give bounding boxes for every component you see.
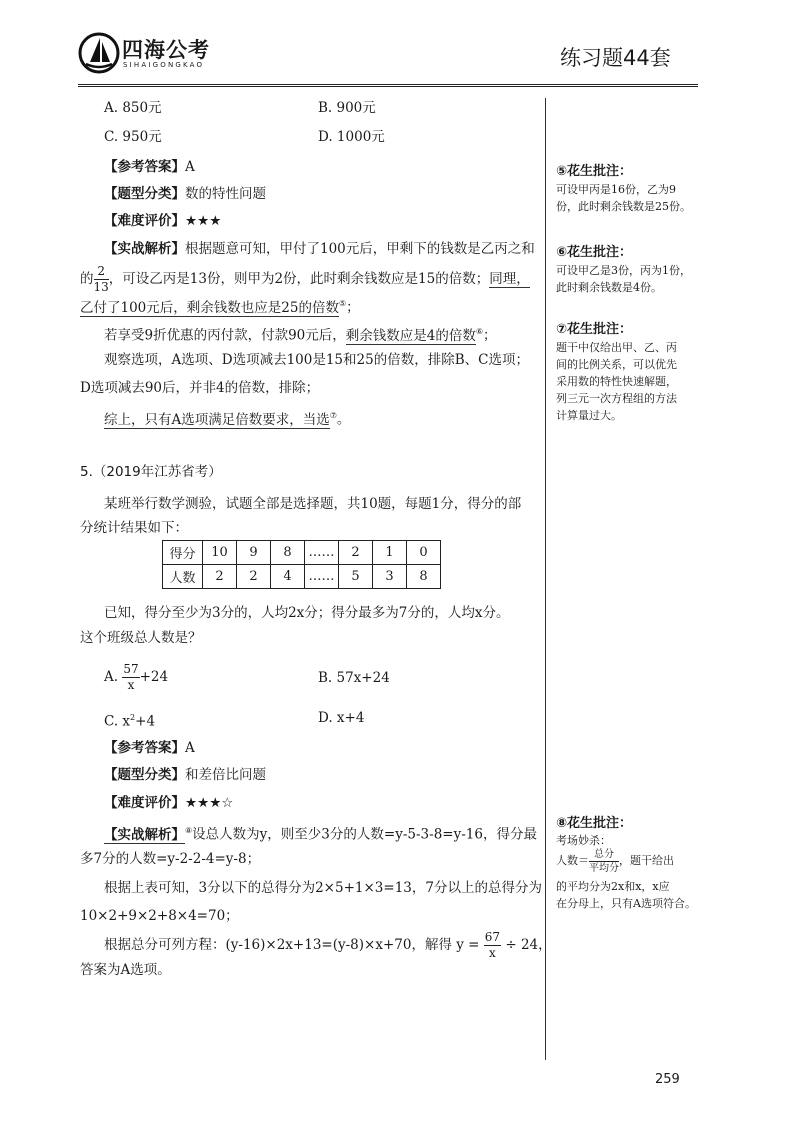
type-value: 和差倍比问题 <box>185 767 266 783</box>
q4-analysis-line6: D选项减去90后，并非4的倍数，排除； <box>80 380 320 396</box>
fraction <box>484 930 501 961</box>
table-cell: 8 <box>407 565 441 589</box>
fraction <box>94 264 109 295</box>
note-8-line2 <box>556 846 674 876</box>
table-cell: 9 <box>237 541 271 565</box>
q5-analysis-line5 <box>104 928 552 962</box>
sailboat-logo-icon <box>78 32 120 74</box>
table-cell: 人数 <box>163 565 203 589</box>
table-cell: 得分 <box>163 541 203 565</box>
q5-analysis-line1 <box>104 821 537 845</box>
fraction-numerator: 67 <box>484 930 501 944</box>
note-7-line1: 题干中仅给出甲、乙、丙 <box>556 341 677 354</box>
note-5-line2: 份，此时剩余钱数是25份。 <box>556 200 691 213</box>
type-label: 【题型分类】 <box>104 767 185 783</box>
difficulty-stars: ★★★☆ <box>185 795 234 811</box>
analysis-text: 的 <box>80 271 94 287</box>
q4-option-b: B. 900元 <box>318 100 376 116</box>
q4-difficulty <box>104 211 221 231</box>
type-label: 【题型分类】 <box>104 186 185 202</box>
superscript: 2 <box>130 713 136 722</box>
option-label: A. <box>104 669 119 685</box>
table-cell: 2 <box>203 565 237 589</box>
analysis-text: 根据总分可列方程：(y-16)×2x+13=(y-8)×x+70，解得 <box>104 937 452 953</box>
note-8-line3: 的平均分为2x和x，x应 <box>556 880 670 893</box>
option-text: C. x <box>104 713 131 730</box>
logo-text-en: SIHAIGONGKAO <box>123 61 205 69</box>
table-cell: …… <box>305 541 339 565</box>
analysis-label: 【实战解析】 <box>104 241 185 257</box>
difficulty-label: 【难度评价】 <box>104 795 185 811</box>
analysis-text: 根据题意可知，甲付了100元后，甲剩下的钱数是乙丙之和 <box>185 241 535 257</box>
q5-heading: 5.（2019年江苏省考） <box>80 464 222 480</box>
q5-analysis-line4: 10×2+9×2+8×4=70； <box>80 908 239 924</box>
punctuation: ； <box>346 299 360 316</box>
note-marker-8[interactable]: ⑧ <box>185 826 193 835</box>
fraction <box>122 662 139 693</box>
q5-analysis-line2: 多7分的人数=y-2-2-4=y-8； <box>80 851 261 867</box>
q5-analysis-line3: 根据上表可知，3分以下的总得分为2×5+1×3=13，7分以上的总得分为 <box>104 880 542 896</box>
note-marker-6[interactable]: ⑥ <box>475 327 484 336</box>
q5-stem-line3: 已知，得分至少为3分的，人均2x分；得分最多为7分的，人均x分。 <box>104 605 510 621</box>
q5-option-d: D. x+4 <box>318 710 365 726</box>
header-title: 练习题44套 <box>560 46 671 70</box>
q4-analysis-line3 <box>80 294 360 318</box>
note-7-line5: 计算量过大。 <box>556 409 622 422</box>
punctuation: 。 <box>336 411 351 428</box>
fraction <box>589 848 619 875</box>
note-marker-5[interactable]: ⑤ <box>338 299 347 308</box>
score-table <box>162 540 441 589</box>
q5-difficulty <box>104 793 233 813</box>
option-text: +24 <box>139 669 169 685</box>
table-row <box>163 541 441 565</box>
table-cell: 3 <box>373 565 407 589</box>
answer-label: 【参考答案】 <box>104 740 185 756</box>
q4-analysis-line7 <box>104 406 350 430</box>
analysis-label: 【实战解析】 <box>104 826 185 843</box>
q4-analysis-line1 <box>104 239 535 259</box>
table-cell: 1 <box>373 541 407 565</box>
logo <box>78 30 208 76</box>
q4-analysis-line4 <box>104 322 497 346</box>
note-5-line1: 可设甲丙是16份，乙为9 <box>556 183 676 196</box>
punctuation: ； <box>483 327 497 344</box>
table-cell: 2 <box>237 565 271 589</box>
table-cell: 5 <box>339 565 373 589</box>
q5-answer <box>104 738 195 758</box>
q4-answer <box>104 157 195 177</box>
note-7-title: ⑦花生批注： <box>556 322 633 337</box>
note-6-title: ⑥花生批注： <box>556 245 633 260</box>
page-number: 259 <box>655 1072 680 1087</box>
note-5-title: ⑤花生批注： <box>556 164 633 179</box>
logo-text-cn: 四海公考 <box>122 38 210 62</box>
note-8-title: ⑧花生批注： <box>556 816 633 831</box>
q4-option-d: D. 1000元 <box>318 129 385 145</box>
fraction-numerator: 57 <box>123 662 139 676</box>
q4-option-c: C. 950元 <box>104 129 162 145</box>
q5-stem-line2: 分统计结果如下： <box>80 520 188 536</box>
note-marker-7[interactable]: ⑦ <box>329 411 337 420</box>
fraction-denominator: x <box>489 946 496 960</box>
note-7-line3: 采用数的特性快速解题， <box>556 375 677 388</box>
table-cell: 10 <box>203 541 237 565</box>
note-8-line4: 在分母上，只有A选项符合。 <box>556 897 696 910</box>
fraction-numerator: 总分 <box>589 848 619 862</box>
q5-option-b: B. 57x+24 <box>318 670 390 686</box>
note-8-line1: 考场妙杀： <box>556 834 611 847</box>
q5-analysis-line6: 答案为A选项。 <box>80 962 171 978</box>
note-7-line4: 列三元一次方程组的方法 <box>556 392 677 405</box>
table-cell: 0 <box>407 541 441 565</box>
q5-stem-line4: 这个班级总人数是？ <box>80 630 202 646</box>
underlined-text: 剩余钱数应是4的倍数 <box>345 327 476 344</box>
fraction-denominator: x <box>127 678 135 692</box>
q5-type <box>104 765 266 785</box>
fraction-numerator: 2 <box>94 264 109 280</box>
q4-analysis-line5: 观察选项，A选项、D选项减去100是15和25的倍数，排除B、C选项； <box>104 352 529 368</box>
difficulty-label: 【难度评价】 <box>104 213 185 229</box>
q5-option-a <box>104 660 168 694</box>
q4-type <box>104 184 266 204</box>
answer-label: 【参考答案】 <box>104 159 185 175</box>
note-7-line2: 间的比例关系，可以优先 <box>556 358 677 371</box>
answer-value: A <box>185 740 195 756</box>
table-cell: 4 <box>271 565 305 589</box>
option-text: +4 <box>135 713 156 730</box>
underlined-text: 乙付了100元后，剩余钱数也应是25的倍数 <box>80 299 339 316</box>
q4-option-a: A. 850元 <box>104 100 162 116</box>
equation-text: ÷ 24， <box>505 937 552 953</box>
note-6-line2: 此时剩余钱数是4份。 <box>556 281 662 294</box>
q5-option-c <box>104 708 155 732</box>
table-cell: 2 <box>339 541 373 565</box>
difficulty-stars: ★★★ <box>185 213 222 229</box>
equation-variable: y = <box>456 937 480 953</box>
fraction-denominator: 13 <box>93 280 109 294</box>
note-6-line1: 可设甲乙是3份，丙为1份， <box>556 264 691 277</box>
analysis-text: ，可设乙丙是13份，则甲为2份，此时剩余钱数应是15的倍数； <box>108 271 490 287</box>
table-cell: …… <box>305 565 339 589</box>
header-rule <box>78 84 698 87</box>
analysis-text: 若享受9折优惠的丙付款，付款90元后， <box>104 327 346 344</box>
analysis-text: 设总人数为y，则至少3分的人数=y-5-3-8=y-16，得分最 <box>192 826 537 843</box>
type-value: 数的特性问题 <box>185 186 266 202</box>
answer-value: A <box>185 159 195 175</box>
sidebar-divider <box>545 98 546 1060</box>
table-row <box>163 565 441 589</box>
underlined-text: 同理， <box>489 271 530 287</box>
note-text: 人数＝ <box>556 854 589 867</box>
underlined-text: 综上，只有A选项满足倍数要求，当选 <box>104 411 330 428</box>
fraction-denominator: 平均分 <box>589 862 619 874</box>
note-text: ，题干给出 <box>619 854 674 867</box>
q4-analysis-line2 <box>80 264 530 295</box>
q5-stem-line1: 某班举行数学测验，试题全部是选择题，共10题，每题1分，得分的部 <box>104 496 522 512</box>
table-cell: 8 <box>271 541 305 565</box>
